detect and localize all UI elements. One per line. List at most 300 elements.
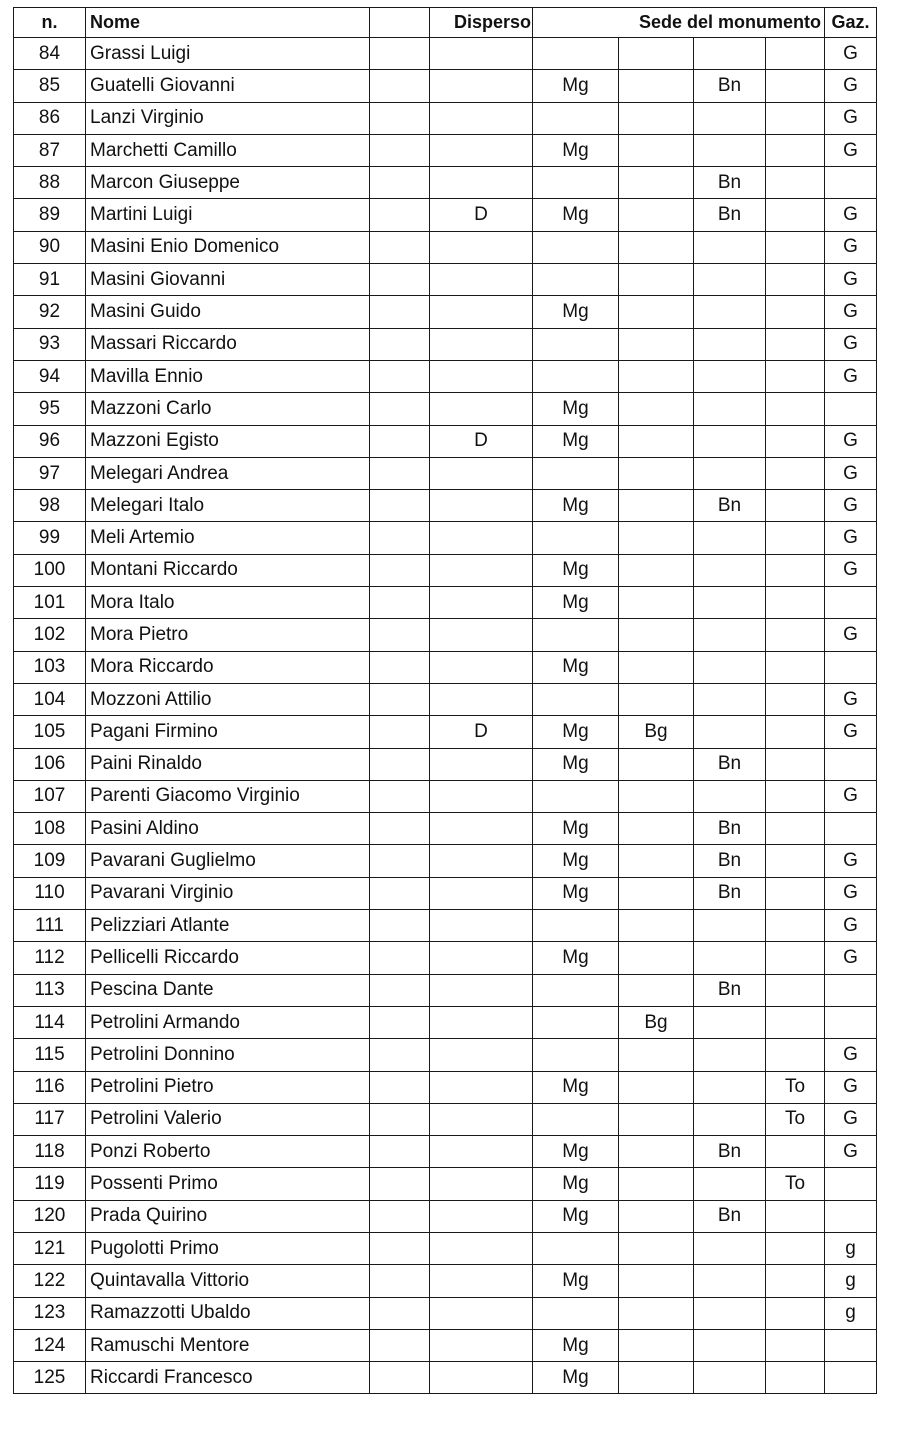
row-missing-mark [430, 974, 533, 1006]
row-monument-mg [533, 683, 619, 715]
row-gazette-mark: G [825, 457, 877, 489]
row-monument-bg [619, 1297, 694, 1329]
row-monument-to [766, 264, 825, 296]
row-gazette-mark: G [825, 780, 877, 812]
row-monument-mg [533, 1103, 619, 1135]
table-row [14, 425, 877, 457]
row-gazette-mark: G [825, 328, 877, 360]
row-monument-to [766, 587, 825, 619]
row-missing-mark [430, 1039, 533, 1071]
row-name: Quintavalla Vittorio [86, 1265, 370, 1297]
row-monument-bg [619, 1103, 694, 1135]
row-name: Mora Pietro [86, 619, 370, 651]
table-row [14, 1329, 877, 1361]
row-monument-mg: Mg [533, 748, 619, 780]
row-monument-to [766, 231, 825, 263]
row-missing-mark: D [430, 199, 533, 231]
row-gazette-mark: G [825, 231, 877, 263]
row-blank-cell [370, 877, 430, 909]
row-number: 120 [14, 1200, 86, 1232]
row-monument-bn: Bn [694, 748, 766, 780]
header-missing: Disperso [430, 8, 533, 38]
document-sheet [13, 7, 877, 1394]
row-monument-mg: Mg [533, 1362, 619, 1394]
row-gazette-mark [825, 393, 877, 425]
row-name: Petrolini Armando [86, 1006, 370, 1038]
row-missing-mark [430, 393, 533, 425]
table-row [14, 1200, 877, 1232]
row-monument-bn: Bn [694, 490, 766, 522]
row-blank-cell [370, 328, 430, 360]
row-monument-bg [619, 360, 694, 392]
row-missing-mark [430, 231, 533, 263]
row-monument-mg: Mg [533, 490, 619, 522]
row-monument-bn [694, 231, 766, 263]
table-row [14, 683, 877, 715]
row-blank-cell [370, 619, 430, 651]
row-monument-bg [619, 651, 694, 683]
row-monument-to [766, 845, 825, 877]
row-missing-mark [430, 1362, 533, 1394]
table-row [14, 813, 877, 845]
row-gazette-mark [825, 651, 877, 683]
row-monument-mg: Mg [533, 877, 619, 909]
row-missing-mark [430, 490, 533, 522]
row-monument-bn: Bn [694, 1136, 766, 1168]
row-monument-bg [619, 231, 694, 263]
row-missing-mark [430, 813, 533, 845]
row-gazette-mark [825, 1200, 877, 1232]
row-monument-mg: Mg [533, 716, 619, 748]
row-monument-bg [619, 1232, 694, 1264]
row-gazette-mark [825, 167, 877, 199]
row-blank-cell [370, 296, 430, 328]
row-name: Paini Rinaldo [86, 748, 370, 780]
header-name: Nome [86, 8, 370, 38]
row-monument-to: To [766, 1168, 825, 1200]
table-row [14, 1362, 877, 1394]
row-blank-cell [370, 748, 430, 780]
row-number: 91 [14, 264, 86, 296]
row-number: 124 [14, 1329, 86, 1361]
row-missing-mark [430, 522, 533, 554]
row-number: 121 [14, 1232, 86, 1264]
row-monument-bg [619, 38, 694, 70]
row-monument-to [766, 522, 825, 554]
row-gazette-mark: G [825, 554, 877, 586]
table-row [14, 360, 877, 392]
row-monument-bn [694, 1232, 766, 1264]
row-monument-to [766, 393, 825, 425]
row-gazette-mark: G [825, 490, 877, 522]
row-monument-bg [619, 619, 694, 651]
row-monument-bg [619, 942, 694, 974]
row-monument-to [766, 457, 825, 489]
row-name: Masini Enio Domenico [86, 231, 370, 263]
row-gazette-mark: G [825, 264, 877, 296]
row-monument-mg [533, 360, 619, 392]
row-number: 110 [14, 877, 86, 909]
row-name: Prada Quirino [86, 1200, 370, 1232]
table-row [14, 522, 877, 554]
row-missing-mark [430, 1297, 533, 1329]
row-gazette-mark: G [825, 1136, 877, 1168]
row-monument-mg [533, 231, 619, 263]
row-monument-bg [619, 845, 694, 877]
row-missing-mark [430, 1265, 533, 1297]
row-monument-bn [694, 1039, 766, 1071]
row-monument-mg: Mg [533, 1265, 619, 1297]
table-row [14, 748, 877, 780]
row-number: 85 [14, 70, 86, 102]
row-number: 116 [14, 1071, 86, 1103]
row-number: 84 [14, 38, 86, 70]
row-monument-to [766, 1136, 825, 1168]
table-row [14, 199, 877, 231]
row-monument-to [766, 328, 825, 360]
row-monument-mg [533, 1006, 619, 1038]
row-monument-bg [619, 1329, 694, 1361]
row-monument-bg [619, 1071, 694, 1103]
row-name: Massari Riccardo [86, 328, 370, 360]
row-blank-cell [370, 554, 430, 586]
row-monument-to [766, 974, 825, 1006]
row-monument-to [766, 1265, 825, 1297]
row-gazette-mark: G [825, 70, 877, 102]
row-monument-bg [619, 1136, 694, 1168]
row-gazette-mark: G [825, 845, 877, 877]
row-monument-bg [619, 1039, 694, 1071]
row-monument-bg [619, 296, 694, 328]
row-monument-to [766, 1329, 825, 1361]
row-monument-mg: Mg [533, 134, 619, 166]
row-monument-bn: Bn [694, 845, 766, 877]
row-monument-bg [619, 813, 694, 845]
row-name: Riccardi Francesco [86, 1362, 370, 1394]
row-missing-mark [430, 619, 533, 651]
row-monument-to [766, 651, 825, 683]
row-gazette-mark: G [825, 199, 877, 231]
row-monument-bg [619, 522, 694, 554]
row-monument-bn [694, 296, 766, 328]
row-blank-cell [370, 393, 430, 425]
row-monument-mg [533, 910, 619, 942]
row-blank-cell [370, 1265, 430, 1297]
row-blank-cell [370, 974, 430, 1006]
row-monument-bg [619, 587, 694, 619]
row-name: Lanzi Virginio [86, 102, 370, 134]
row-blank-cell [370, 1136, 430, 1168]
row-monument-bg [619, 134, 694, 166]
row-name: Marchetti Camillo [86, 134, 370, 166]
row-number: 117 [14, 1103, 86, 1135]
row-name: Petrolini Pietro [86, 1071, 370, 1103]
row-monument-bg [619, 1168, 694, 1200]
table-row [14, 296, 877, 328]
row-monument-bg [619, 1265, 694, 1297]
header-number: n. [14, 8, 86, 38]
row-monument-mg [533, 38, 619, 70]
row-missing-mark [430, 360, 533, 392]
row-name: Pagani Firmino [86, 716, 370, 748]
row-blank-cell [370, 1362, 430, 1394]
row-monument-bg [619, 393, 694, 425]
row-name: Possenti Primo [86, 1168, 370, 1200]
row-number: 107 [14, 780, 86, 812]
row-gazette-mark [825, 587, 877, 619]
row-missing-mark [430, 554, 533, 586]
row-blank-cell [370, 716, 430, 748]
row-missing-mark [430, 1200, 533, 1232]
row-gazette-mark [825, 1362, 877, 1394]
table-row [14, 1297, 877, 1329]
row-gazette-mark: G [825, 942, 877, 974]
row-blank-cell [370, 587, 430, 619]
row-gazette-mark: G [825, 522, 877, 554]
row-name: Pavarani Guglielmo [86, 845, 370, 877]
row-monument-mg [533, 102, 619, 134]
table-row [14, 587, 877, 619]
row-monument-mg [533, 780, 619, 812]
row-number: 114 [14, 1006, 86, 1038]
row-number: 106 [14, 748, 86, 780]
row-number: 88 [14, 167, 86, 199]
row-name: Pelizziari Atlante [86, 910, 370, 942]
row-gazette-mark: G [825, 910, 877, 942]
row-monument-bg [619, 683, 694, 715]
row-monument-bn [694, 780, 766, 812]
header-gazette: Gaz. [825, 8, 877, 38]
row-monument-to [766, 38, 825, 70]
row-monument-mg: Mg [533, 942, 619, 974]
row-monument-bn [694, 425, 766, 457]
row-name: Pavarani Virginio [86, 877, 370, 909]
table-row [14, 328, 877, 360]
row-name: Pugolotti Primo [86, 1232, 370, 1264]
table-row [14, 910, 877, 942]
row-gazette-mark: g [825, 1265, 877, 1297]
row-gazette-mark [825, 1168, 877, 1200]
row-monument-mg [533, 264, 619, 296]
row-monument-bg [619, 490, 694, 522]
row-number: 90 [14, 231, 86, 263]
row-monument-to [766, 490, 825, 522]
table-row [14, 70, 877, 102]
row-missing-mark [430, 134, 533, 166]
row-missing-mark [430, 296, 533, 328]
table-row [14, 1071, 877, 1103]
row-monument-mg [533, 522, 619, 554]
row-monument-to [766, 134, 825, 166]
table-row [14, 716, 877, 748]
row-monument-bn [694, 134, 766, 166]
row-monument-to [766, 554, 825, 586]
row-name: Mora Riccardo [86, 651, 370, 683]
row-name: Martini Luigi [86, 199, 370, 231]
row-monument-mg [533, 457, 619, 489]
row-monument-to [766, 1297, 825, 1329]
row-name: Mora Italo [86, 587, 370, 619]
row-monument-to [766, 716, 825, 748]
row-name: Parenti Giacomo Virginio [86, 780, 370, 812]
row-monument-bn: Bn [694, 70, 766, 102]
table-row [14, 167, 877, 199]
row-monument-bg [619, 167, 694, 199]
row-monument-bn [694, 264, 766, 296]
row-gazette-mark: G [825, 716, 877, 748]
row-blank-cell [370, 360, 430, 392]
row-gazette-mark: G [825, 360, 877, 392]
row-monument-to [766, 683, 825, 715]
row-name: Masini Giovanni [86, 264, 370, 296]
row-monument-bn [694, 1006, 766, 1038]
row-monument-mg: Mg [533, 393, 619, 425]
row-monument-to [766, 813, 825, 845]
row-missing-mark: D [430, 716, 533, 748]
table-row [14, 845, 877, 877]
row-monument-bg: Bg [619, 716, 694, 748]
row-blank-cell [370, 1297, 430, 1329]
row-name: Marcon Giuseppe [86, 167, 370, 199]
row-gazette-mark: G [825, 1071, 877, 1103]
row-gazette-mark: g [825, 1232, 877, 1264]
row-monument-mg: Mg [533, 845, 619, 877]
row-monument-mg: Mg [533, 651, 619, 683]
row-monument-bn [694, 716, 766, 748]
row-gazette-mark [825, 974, 877, 1006]
row-monument-mg [533, 619, 619, 651]
row-number: 97 [14, 457, 86, 489]
row-monument-bg [619, 1362, 694, 1394]
row-missing-mark [430, 651, 533, 683]
row-blank-cell [370, 651, 430, 683]
table-row [14, 1232, 877, 1264]
row-missing-mark [430, 1136, 533, 1168]
row-number: 95 [14, 393, 86, 425]
row-monument-mg: Mg [533, 1168, 619, 1200]
row-monument-bn [694, 1265, 766, 1297]
row-number: 100 [14, 554, 86, 586]
row-missing-mark [430, 942, 533, 974]
row-monument-bg [619, 974, 694, 1006]
row-monument-mg: Mg [533, 70, 619, 102]
row-monument-bn [694, 683, 766, 715]
row-blank-cell [370, 1168, 430, 1200]
row-blank-cell [370, 1103, 430, 1135]
row-blank-cell [370, 425, 430, 457]
table-row [14, 974, 877, 1006]
row-number: 86 [14, 102, 86, 134]
row-gazette-mark: G [825, 102, 877, 134]
row-missing-mark [430, 167, 533, 199]
row-monument-bn [694, 1362, 766, 1394]
row-monument-mg: Mg [533, 1071, 619, 1103]
row-blank-cell [370, 780, 430, 812]
row-name: Melegari Italo [86, 490, 370, 522]
row-blank-cell [370, 942, 430, 974]
roster-table [13, 7, 877, 1394]
row-gazette-mark [825, 1006, 877, 1038]
header-row [14, 8, 877, 38]
row-missing-mark [430, 1071, 533, 1103]
row-number: 92 [14, 296, 86, 328]
row-monument-mg [533, 1039, 619, 1071]
row-missing-mark [430, 38, 533, 70]
table-row [14, 393, 877, 425]
row-monument-bg [619, 554, 694, 586]
row-monument-to [766, 70, 825, 102]
row-monument-bn [694, 587, 766, 619]
row-monument-mg: Mg [533, 296, 619, 328]
row-monument-bn [694, 393, 766, 425]
row-gazette-mark: G [825, 877, 877, 909]
row-missing-mark [430, 910, 533, 942]
row-monument-bn [694, 522, 766, 554]
table-row [14, 490, 877, 522]
row-number: 105 [14, 716, 86, 748]
row-monument-mg [533, 167, 619, 199]
row-missing-mark [430, 328, 533, 360]
row-monument-mg: Mg [533, 1136, 619, 1168]
row-blank-cell [370, 845, 430, 877]
table-row [14, 619, 877, 651]
row-monument-to [766, 619, 825, 651]
row-monument-to [766, 1232, 825, 1264]
row-monument-bn: Bn [694, 974, 766, 1006]
row-blank-cell [370, 231, 430, 263]
row-monument-to [766, 296, 825, 328]
row-missing-mark [430, 1329, 533, 1361]
row-gazette-mark: G [825, 619, 877, 651]
row-missing-mark [430, 780, 533, 812]
table-row [14, 554, 877, 586]
row-monument-bg [619, 425, 694, 457]
row-monument-bn [694, 1103, 766, 1135]
row-gazette-mark: G [825, 1039, 877, 1071]
table-row [14, 1168, 877, 1200]
row-missing-mark [430, 683, 533, 715]
row-number: 118 [14, 1136, 86, 1168]
row-blank-cell [370, 1329, 430, 1361]
row-name: Ramazzotti Ubaldo [86, 1297, 370, 1329]
row-number: 87 [14, 134, 86, 166]
row-name: Guatelli Giovanni [86, 70, 370, 102]
row-monument-bn: Bn [694, 1200, 766, 1232]
row-monument-to [766, 1039, 825, 1071]
row-monument-bg [619, 910, 694, 942]
table-row [14, 102, 877, 134]
row-monument-bn [694, 1168, 766, 1200]
row-monument-bn [694, 1297, 766, 1329]
row-missing-mark: D [430, 425, 533, 457]
row-name: Masini Guido [86, 296, 370, 328]
row-monument-bn [694, 619, 766, 651]
row-number: 98 [14, 490, 86, 522]
table-row [14, 38, 877, 70]
row-monument-to [766, 102, 825, 134]
row-monument-to [766, 748, 825, 780]
table-row [14, 1265, 877, 1297]
row-number: 123 [14, 1297, 86, 1329]
row-name: Mozzoni Attilio [86, 683, 370, 715]
row-monument-bn: Bn [694, 813, 766, 845]
row-monument-mg: Mg [533, 199, 619, 231]
row-gazette-mark: G [825, 296, 877, 328]
row-missing-mark [430, 457, 533, 489]
row-blank-cell [370, 199, 430, 231]
row-blank-cell [370, 1232, 430, 1264]
row-monument-mg [533, 1232, 619, 1264]
